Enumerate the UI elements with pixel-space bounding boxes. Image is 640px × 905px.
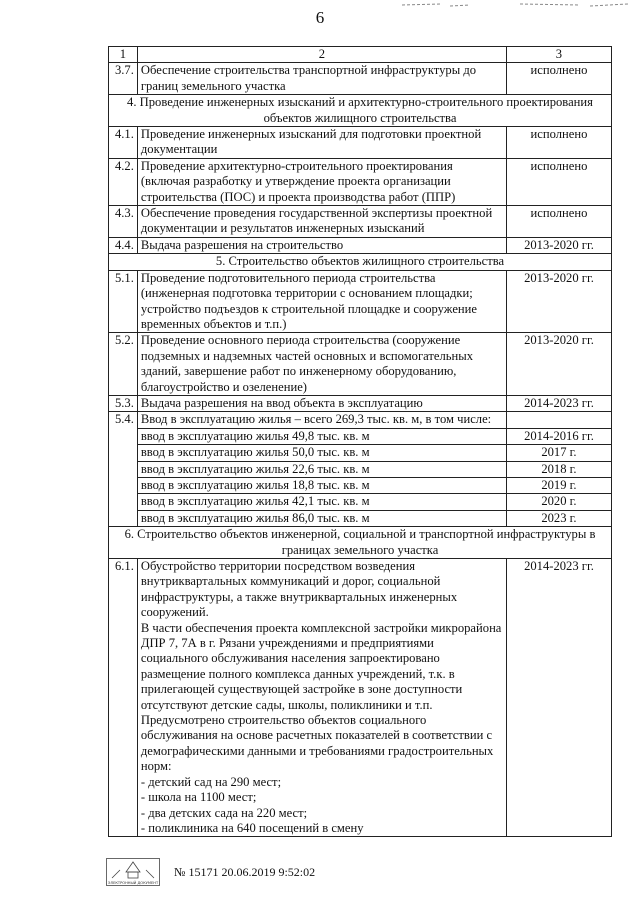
header-col-1: 1 [109, 47, 138, 63]
row-text: Выдача разрешения на ввод объекта в эксплуатацию [137, 395, 506, 411]
row-number: 5.1. [109, 270, 138, 333]
table-row [109, 559, 612, 837]
sub-row-text: ввод в эксплуатацию жилья 49,8 тыс. кв. м [137, 428, 506, 444]
table-row [109, 395, 612, 411]
electronic-document-logo [106, 858, 160, 886]
table-header-row [109, 47, 612, 63]
row-status: исполнено [506, 127, 611, 159]
section-row [109, 95, 612, 127]
sub-row-status: 2023 г. [506, 510, 611, 526]
row-number: 3.7. [109, 63, 138, 95]
sub-row-text: ввод в эксплуатацию жилья 18,8 тыс. кв. м [137, 477, 506, 493]
registration-stamp [174, 865, 315, 880]
sub-row-status: 2014-2016 гг. [506, 428, 611, 444]
table-row [109, 63, 612, 95]
sub-row [109, 428, 612, 444]
table-row [109, 158, 612, 205]
sub-row-text: ввод в эксплуатацию жилья 42,1 тыс. кв. м [137, 494, 506, 510]
row-text: Проведение инженерных изысканий для подготовки проектной документации [137, 127, 506, 159]
row-number: 6.1. [109, 559, 138, 837]
sub-row [109, 477, 612, 493]
row-text: Проведение архитектурно-строительного проектирования (включая разработку и утверждение проекта организации строительства (ПОС) и проекта производства работ (ППР) [137, 158, 506, 205]
table-row [109, 206, 612, 238]
plan-table [108, 46, 612, 837]
row-status: исполнено [506, 158, 611, 205]
list-item: - два детских сада на 220 мест; [140, 805, 308, 820]
row-number: 4.4. [109, 237, 138, 253]
table-row [109, 270, 612, 333]
row-text: Ввод в эксплуатацию жилья – всего 269,3 тыс. кв. м, в том числе: [137, 412, 506, 428]
table-row [109, 127, 612, 159]
table-row [109, 333, 612, 396]
list-item: - поликлиника на 640 посещений в смену [140, 820, 364, 835]
row-status: исполнено [506, 206, 611, 238]
sub-row [109, 494, 612, 510]
row-number: 4.1. [109, 127, 138, 159]
header-col-3: 3 [506, 47, 611, 63]
footer [106, 858, 315, 886]
sub-row-status: 2020 г. [506, 494, 611, 510]
section-title: 6. Строительство объектов инженерной, социальной и транспортной инфраструктуры в границах земельного участка [109, 527, 612, 559]
row-text: Обеспечение проведения государственной экспертизы проектной документации и результатов инженерных изысканий [137, 206, 506, 238]
row-status [506, 412, 611, 428]
row-number: 5.2. [109, 333, 138, 396]
sub-row [109, 510, 612, 526]
row-text: Обеспечение строительства транспортной инфраструктуры до границ земельного участка [137, 63, 506, 95]
header-col-2: 2 [137, 47, 506, 63]
row-status: исполнено [506, 63, 611, 95]
row-number: 4.3. [109, 206, 138, 238]
row-text-block [137, 559, 506, 837]
paragraph: Предусмотрено строительство объектов социального обслуживания на основе расчетных показателей в соответствии с демографическими данными и требованиями градостроительных норм: [140, 713, 494, 774]
section-row [109, 527, 612, 559]
registration-text: № 15171 20.06.2019 9:52:02 [174, 864, 316, 879]
row-text: Проведение подготовительного периода строительства (инженерная подготовка территории с основанием площадки; устройство подъездов к строительной площадке и сооружение временных объектов и т.п.) [137, 270, 506, 333]
sub-row [109, 461, 612, 477]
table-row [109, 412, 612, 428]
paragraph: Обустройство территории посредством возведения внутриквартальных коммуникаций и дорог, социальной инфраструктуры, а также внутриквартальных инженерных сооружений. [140, 559, 458, 620]
section-title: 5. Строительство объектов жилищного строительства [109, 254, 612, 270]
section-row [109, 254, 612, 270]
row-text: Выдача разрешения на строительство [137, 237, 506, 253]
list-item: - школа на 1100 мест; [140, 790, 257, 805]
row-number: 4.2. [109, 158, 138, 205]
paragraph: В части обеспечения проекта комплексной застройки микрорайона ДПР 7, 7А в г. Рязани учреждениями и предприятиями социального обслуживания населения запроектировано размещение полного комплекса данных учреждений, т.к. в прилегающей существующей застройке в зоне доступности отсутствуют детские сады, школы, поликлиники и т.п. [140, 620, 502, 712]
svg-text:ЭЛЕКТРОННЫЙ ДОКУМЕНТ: ЭЛЕКТРОННЫЙ ДОКУМЕНТ [107, 881, 159, 885]
section-title: 4. Проведение инженерных изысканий и архитектурно-строительного проектирования объектов жилищного строительства [109, 95, 612, 127]
sub-row [109, 445, 612, 461]
row-status: 2014-2023 гг. [506, 559, 611, 837]
table-row [109, 237, 612, 253]
row-status: 2013-2020 гг. [506, 333, 611, 396]
page-number: 6 [315, 8, 325, 27]
row-text: Проведение основного периода строительства (сооружение подземных и надземных частей основных и вспомогательных зданий, завершение работ по инженерному оборудованию, благоустройство и озеленение) [137, 333, 506, 396]
sub-row-text: ввод в эксплуатацию жилья 86,0 тыс. кв. м [137, 510, 506, 526]
row-status: 2013-2020 гг. [506, 237, 611, 253]
row-status: 2013-2020 гг. [506, 270, 611, 333]
sub-row-status: 2017 г. [506, 445, 611, 461]
row-number: 5.4. [109, 412, 138, 527]
sub-row-text: ввод в эксплуатацию жилья 50,0 тыс. кв. м [137, 445, 506, 461]
sub-row-status: 2018 г. [506, 461, 611, 477]
row-status: 2014-2023 гг. [506, 395, 611, 411]
sub-row-text: ввод в эксплуатацию жилья 22,6 тыс. кв. м [137, 461, 506, 477]
row-number: 5.3. [109, 395, 138, 411]
list-item: - детский сад на 290 мест; [140, 774, 282, 789]
sub-row-status: 2019 г. [506, 477, 611, 493]
